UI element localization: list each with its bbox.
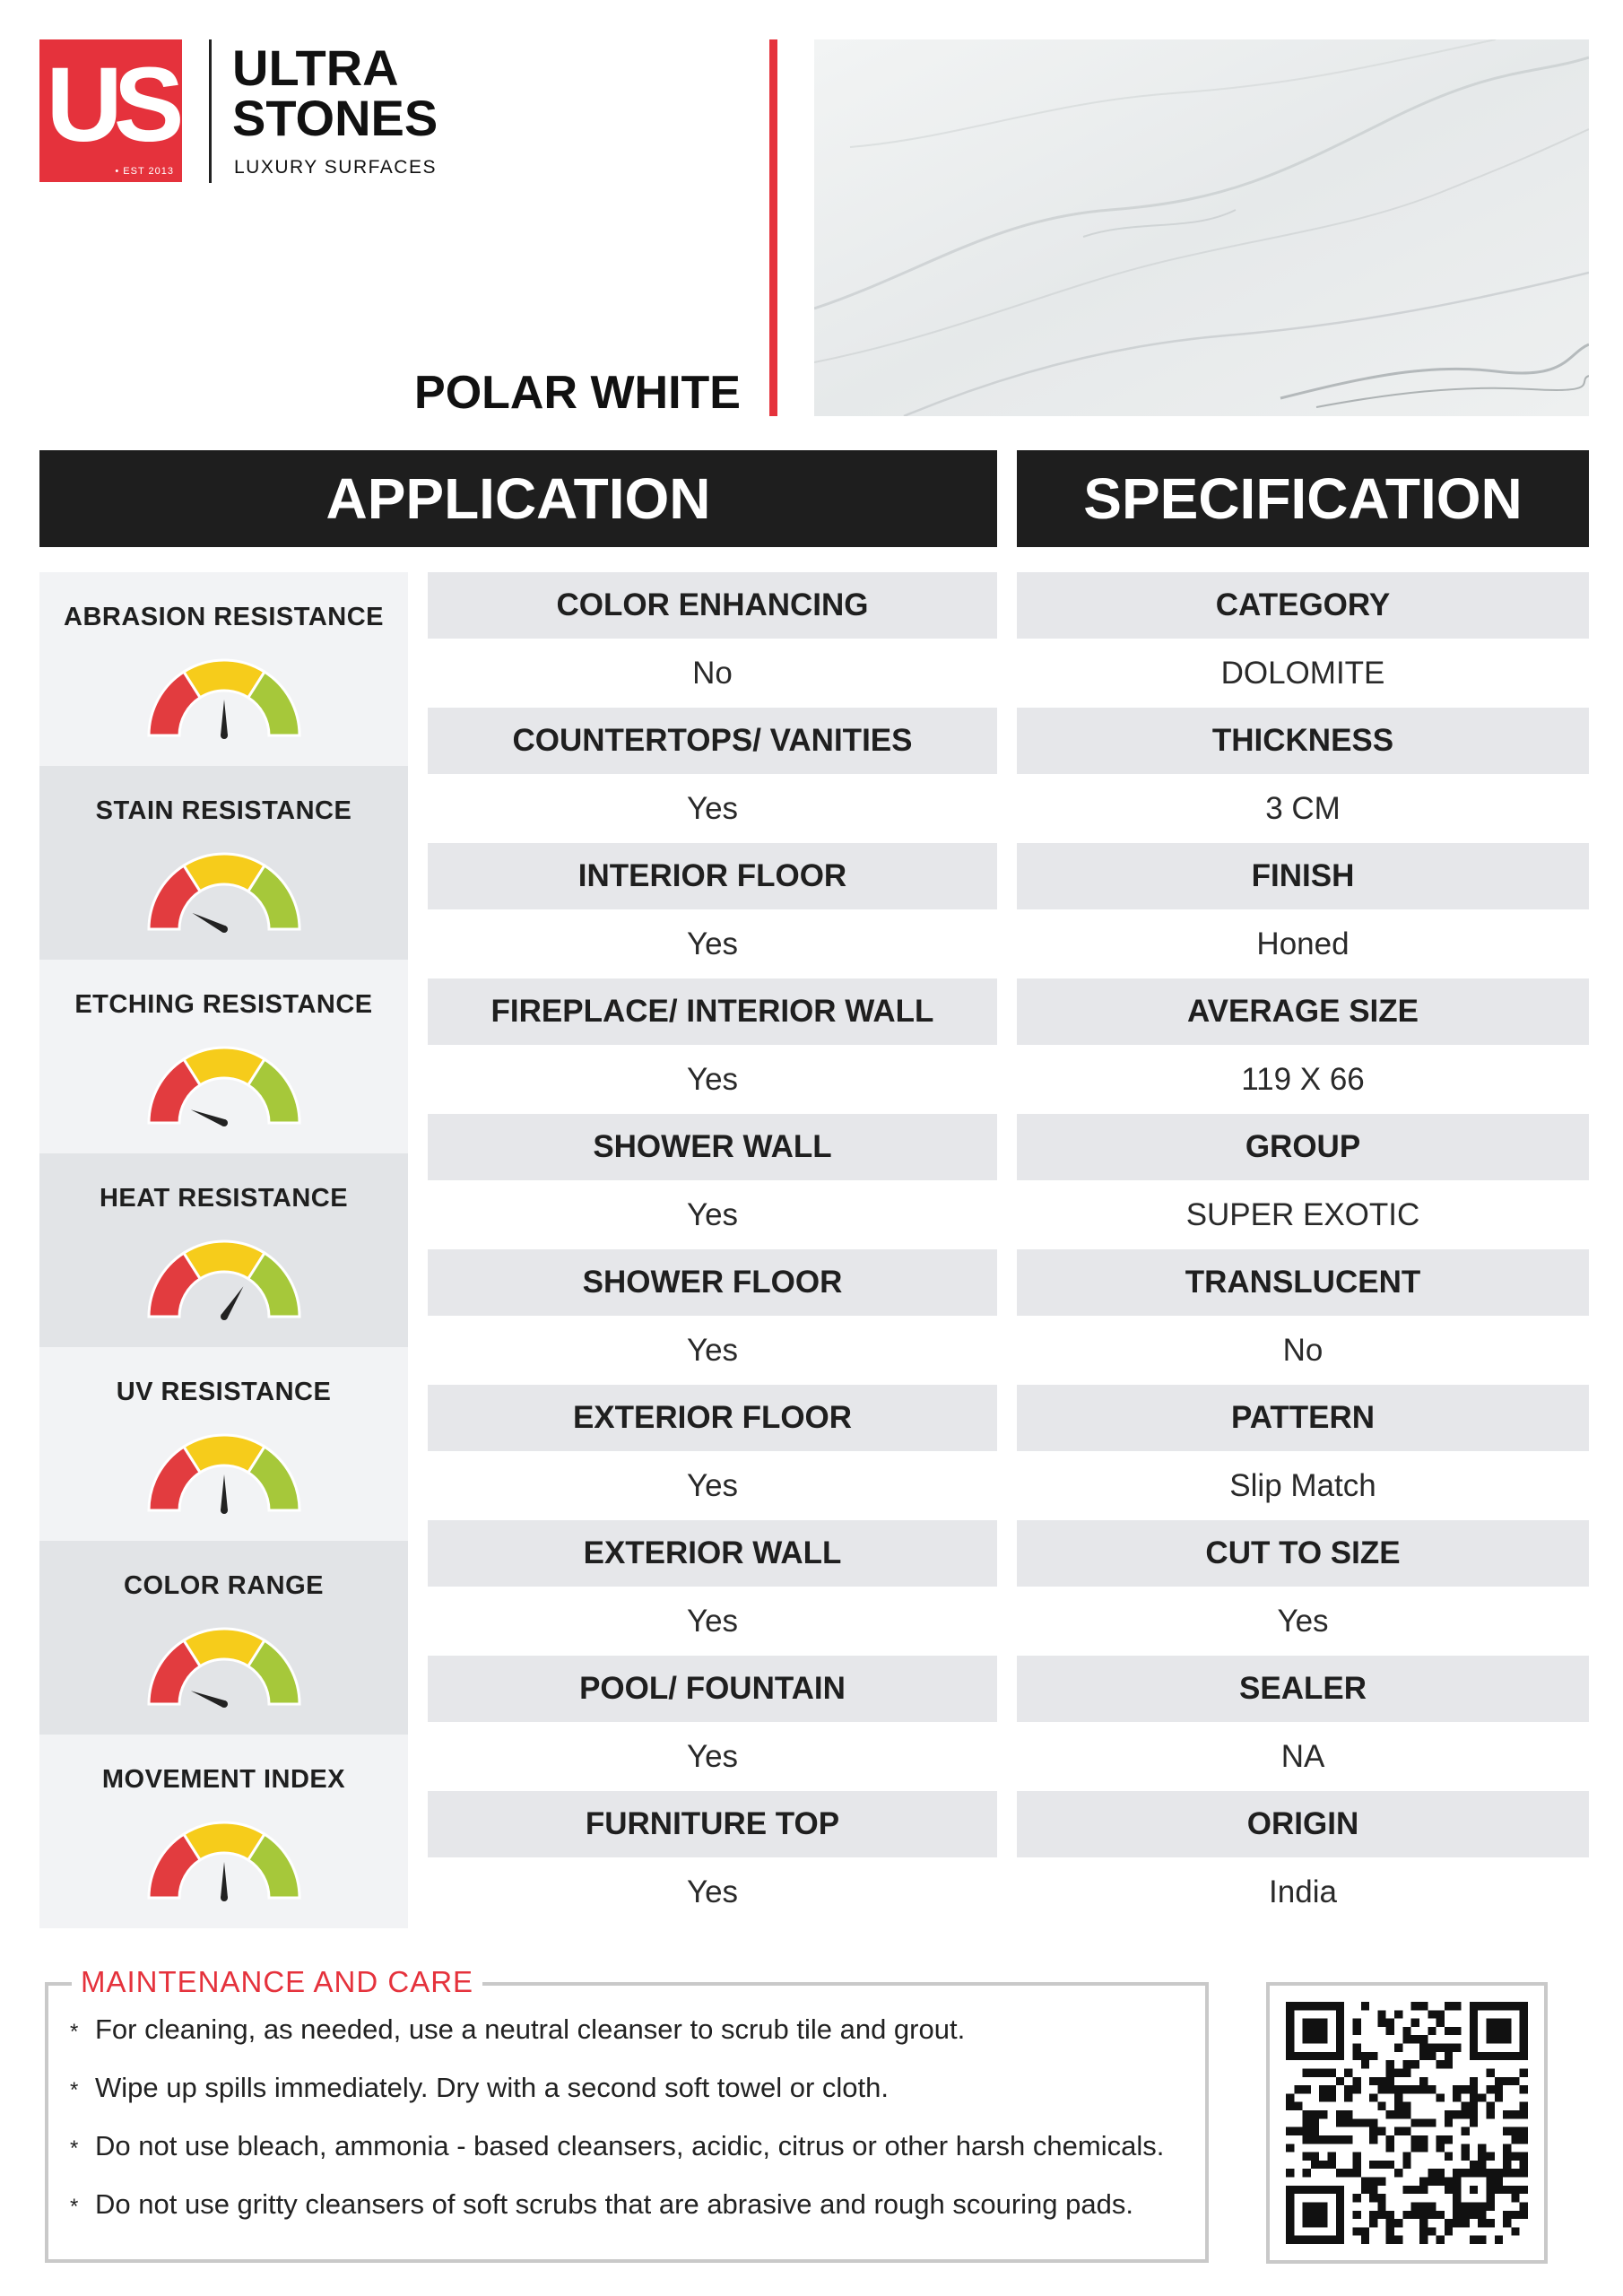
application-label: FIREPLACE/ INTERIOR WALL xyxy=(428,978,997,1045)
maintenance-text: Wipe up spills immediately. Dry with a second soft towel or cloth. xyxy=(95,2072,889,2103)
qr-code[interactable] xyxy=(1266,1982,1548,2264)
application-label: SHOWER WALL xyxy=(428,1114,997,1180)
product-image xyxy=(814,39,1589,416)
application-label: SHOWER FLOOR xyxy=(428,1249,997,1316)
bullet-icon: * xyxy=(70,2020,79,2044)
maintenance-list xyxy=(70,2013,1200,2247)
brand-monogram: US xyxy=(46,46,176,164)
gauge-icon xyxy=(147,1042,301,1128)
bullet-icon: * xyxy=(70,2078,79,2102)
gauge-icon xyxy=(147,848,301,935)
gauge-needle xyxy=(221,1862,228,1898)
resistance-item xyxy=(39,1347,408,1541)
specification-label: ORIGIN xyxy=(1017,1791,1589,1857)
gauge-icon xyxy=(147,1623,301,1709)
bullet-icon: * xyxy=(70,2195,79,2219)
brand-tagline: LUXURY SURFACES xyxy=(234,157,437,178)
specification-label: PATTERN xyxy=(1017,1385,1589,1451)
marble-texture xyxy=(814,39,1589,416)
application-header: APPLICATION xyxy=(39,450,997,547)
application-value: Yes xyxy=(428,776,997,843)
bullet-icon: * xyxy=(70,2136,79,2161)
application-value: Yes xyxy=(428,1318,997,1385)
specification-label: CUT TO SIZE xyxy=(1017,1520,1589,1587)
gauge-icon xyxy=(147,1430,301,1516)
resistance-label: ETCHING RESISTANCE xyxy=(74,990,373,1019)
application-label: INTERIOR FLOOR xyxy=(428,843,997,909)
resistance-label: ABRASION RESISTANCE xyxy=(64,603,384,631)
resistance-item xyxy=(39,960,408,1153)
application-value: Yes xyxy=(428,1047,997,1114)
specification-value: Yes xyxy=(1017,1588,1589,1656)
specification-value: Honed xyxy=(1017,911,1589,978)
brand-est: • EST 2013 xyxy=(115,166,174,177)
application-value: Yes xyxy=(428,911,997,978)
qr-code-image xyxy=(1286,2002,1528,2244)
specification-value: 3 CM xyxy=(1017,776,1589,843)
application-value: Yes xyxy=(428,1182,997,1249)
specification-label: GROUP xyxy=(1017,1114,1589,1180)
specification-value: No xyxy=(1017,1318,1589,1385)
gauge-icon xyxy=(147,655,301,741)
maintenance-item xyxy=(70,2188,1200,2247)
specification-table xyxy=(1017,572,1589,1926)
specification-value: SUPER EXOTIC xyxy=(1017,1182,1589,1249)
application-value: Yes xyxy=(428,1724,997,1791)
specification-value: 119 X 66 xyxy=(1017,1047,1589,1114)
gauge-hub xyxy=(221,926,228,933)
application-label: EXTERIOR WALL xyxy=(428,1520,997,1587)
application-label: COUNTERTOPS/ VANITIES xyxy=(428,708,997,774)
resistance-label: COLOR RANGE xyxy=(124,1571,324,1600)
brand-divider xyxy=(209,39,212,183)
gauge-needle xyxy=(191,1691,226,1707)
maintenance-item xyxy=(70,2072,1200,2130)
gauge-hub xyxy=(221,1313,228,1320)
resistance-label: STAIN RESISTANCE xyxy=(95,796,352,825)
accent-bar xyxy=(769,39,777,416)
gauge-hub xyxy=(221,1507,228,1514)
specification-label: THICKNESS xyxy=(1017,708,1589,774)
gauge-needle xyxy=(221,1474,228,1510)
maintenance-title: MAINTENANCE AND CARE xyxy=(72,1962,482,2002)
resistance-item xyxy=(39,1735,408,1928)
application-value: No xyxy=(428,640,997,708)
specification-label: CATEGORY xyxy=(1017,572,1589,639)
resistance-label: MOVEMENT INDEX xyxy=(101,1765,346,1794)
specification-label: SEALER xyxy=(1017,1656,1589,1722)
application-label: EXTERIOR FLOOR xyxy=(428,1385,997,1451)
maintenance-text: Do not use gritty cleansers of soft scrubs that are abrasive and rough scouring pads. xyxy=(95,2188,1133,2220)
gauge-needle xyxy=(191,1109,226,1126)
specification-label: TRANSLUCENT xyxy=(1017,1249,1589,1316)
resistance-label: UV RESISTANCE xyxy=(116,1378,332,1406)
application-label: FURNITURE TOP xyxy=(428,1791,997,1857)
maintenance-item xyxy=(70,2130,1200,2188)
gauge-hub xyxy=(221,1700,228,1708)
specification-label: FINISH xyxy=(1017,843,1589,909)
gauge-needle xyxy=(221,700,228,735)
specification-value: India xyxy=(1017,1859,1589,1926)
brand-logo xyxy=(39,39,182,182)
specification-value: Slip Match xyxy=(1017,1453,1589,1520)
resistance-item xyxy=(39,1153,408,1347)
resistance-item xyxy=(39,572,408,766)
application-label: COLOR ENHANCING xyxy=(428,572,997,639)
brand-name-line2: STONES xyxy=(232,90,438,146)
maintenance-text: Do not use bleach, ammonia - based cleansers, acidic, citrus or other harsh chemicals. xyxy=(95,2130,1165,2161)
specification-value: DOLOMITE xyxy=(1017,640,1589,708)
brand-name-line1: ULTRA xyxy=(232,39,399,96)
application-label: POOL/ FOUNTAIN xyxy=(428,1656,997,1722)
brand-name xyxy=(232,39,438,146)
gauge-hub xyxy=(221,732,228,739)
resistance-item xyxy=(39,766,408,960)
specification-label: AVERAGE SIZE xyxy=(1017,978,1589,1045)
maintenance-text: For cleaning, as needed, use a neutral cleanser to scrub tile and grout. xyxy=(95,2013,966,2045)
resistance-label: HEAT RESISTANCE xyxy=(99,1184,349,1213)
application-value: Yes xyxy=(428,1588,997,1656)
specification-value: NA xyxy=(1017,1724,1589,1791)
gauge-hub xyxy=(221,1119,228,1126)
application-value: Yes xyxy=(428,1453,997,1520)
product-title: POLAR WHITE xyxy=(414,367,741,419)
maintenance-item xyxy=(70,2013,1200,2072)
specification-header: SPECIFICATION xyxy=(1017,450,1589,547)
application-value: Yes xyxy=(428,1859,997,1926)
application-table xyxy=(428,572,997,1926)
gauge-icon xyxy=(147,1236,301,1322)
gauge-icon xyxy=(147,1817,301,1903)
resistance-item xyxy=(39,1541,408,1735)
gauge-hub xyxy=(221,1894,228,1901)
